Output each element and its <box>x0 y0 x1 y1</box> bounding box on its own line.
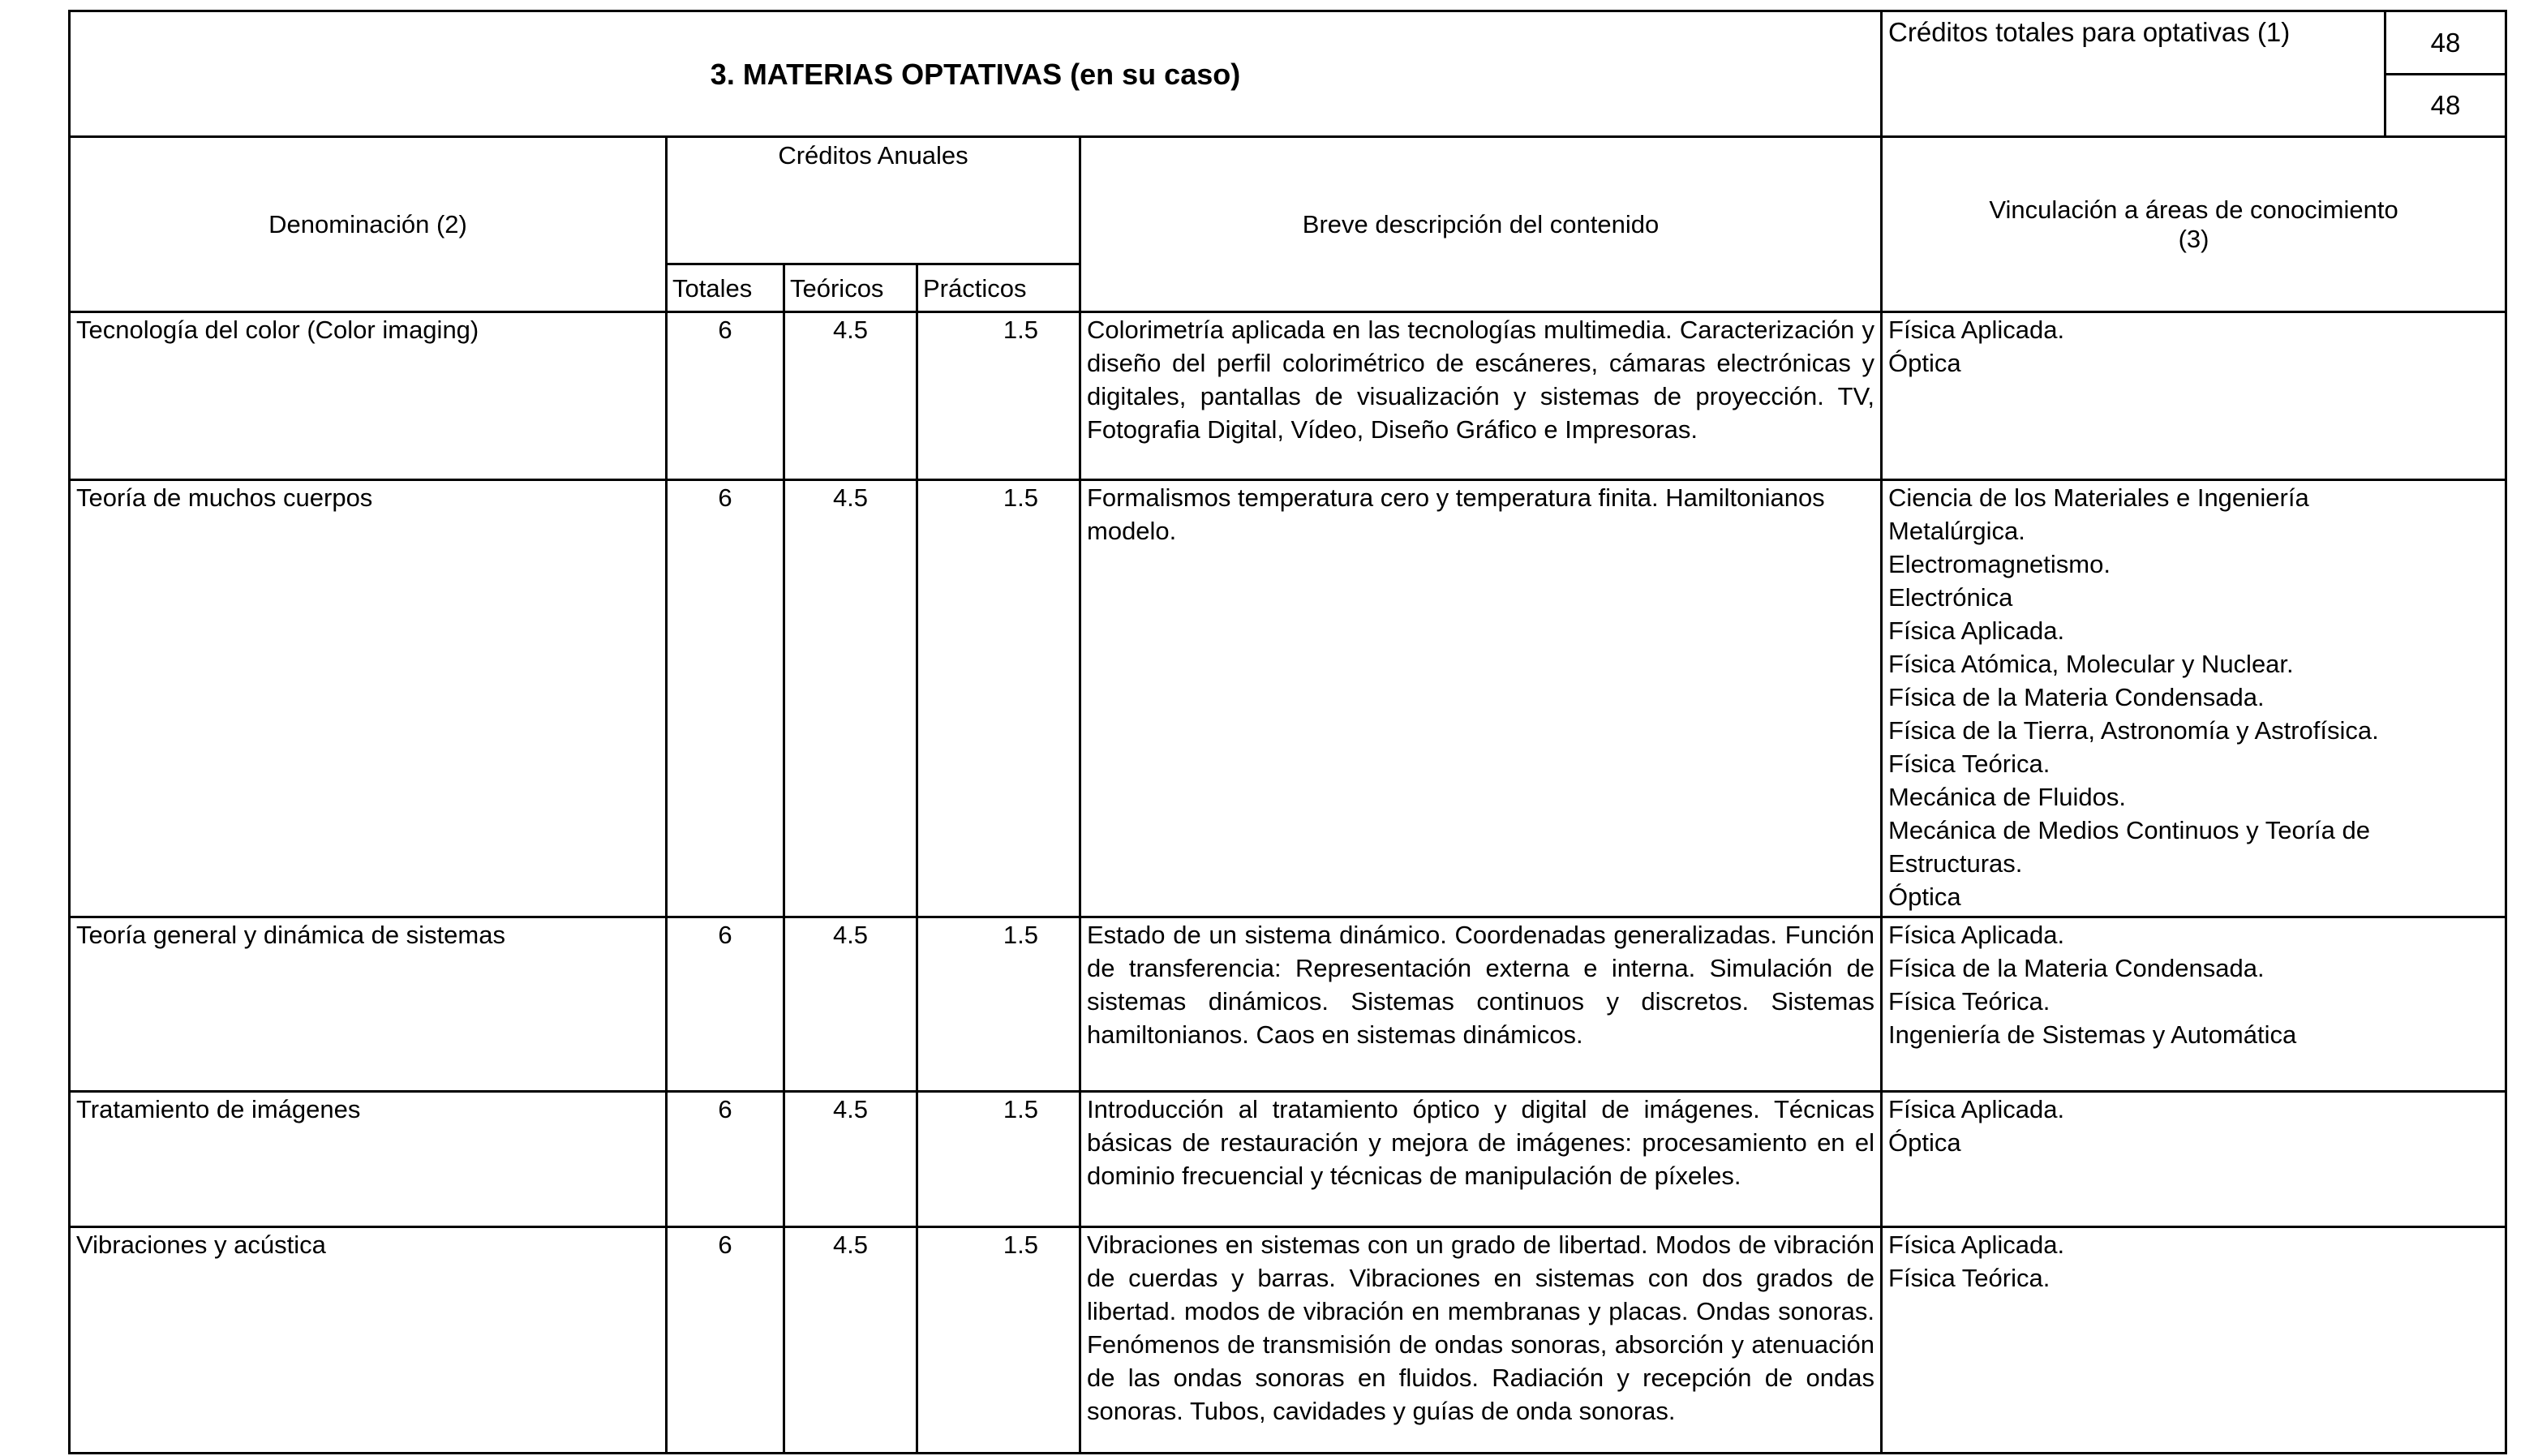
col-header-vinculacion-line2: (3) <box>2178 224 2209 253</box>
row-teoricos: 4.5 <box>784 917 917 1092</box>
col-header-practicos: Prácticos <box>917 264 1080 312</box>
area-item: Física Aplicada. <box>1888 1231 2065 1259</box>
table-row <box>70 1092 2506 1227</box>
row-name: Vibraciones y acústica <box>70 1227 667 1454</box>
row-descripcion: Introducción al tratamiento óptico y digital de imágenes. Técnicas básicas de restauración y mejora de imágenes: procesamiento en el dominio frecuencial y técnicas de manipulación de píxeles. <box>1080 1092 1882 1227</box>
table-row <box>70 312 2506 480</box>
row-descripcion: Colorimetría aplicada en las tecnologías multimedia. Caracterización y diseño del perfil colorimétrico de escáneres, cámaras electrónicas y digitales, pantallas de visualización y sistemas de proyección. TV, Fotografia Digital, Vídeo, Diseño Gráfico e Impresoras. <box>1080 312 1882 480</box>
row-areas <box>1882 917 2506 1092</box>
area-item: Óptica <box>1888 1128 1961 1157</box>
row-name: Teoría general y dinámica de sistemas <box>70 917 667 1092</box>
row-totales: 6 <box>667 480 784 917</box>
optativas-table <box>68 10 2507 1454</box>
row-totales: 6 <box>667 917 784 1092</box>
row-teoricos: 4.5 <box>784 480 917 917</box>
row-practicos: 1.5 <box>917 312 1080 480</box>
area-item: Estructuras. <box>1888 849 2023 878</box>
area-item: Ciencia de los Materiales e Ingeniería <box>1888 483 2309 512</box>
area-item: Mecánica de Fluidos. <box>1888 783 2126 811</box>
area-item: Física Aplicada. <box>1888 616 2065 645</box>
col-header-denominacion: Denominación (2) <box>70 137 667 312</box>
credits-total-value-2: 48 <box>2385 74 2506 137</box>
area-item: Ingeniería de Sistemas y Automática <box>1888 1020 2297 1049</box>
area-item: Física Teórica. <box>1888 987 2050 1016</box>
row-teoricos: 4.5 <box>784 1092 917 1227</box>
row-descripcion: Formalismos temperatura cero y temperatura finita. Hamiltonianos modelo. <box>1080 480 1882 917</box>
area-item: Física Teórica. <box>1888 1264 2050 1292</box>
area-item: Física Teórica. <box>1888 749 2050 778</box>
row-practicos: 1.5 <box>917 480 1080 917</box>
area-item: Física Atómica, Molecular y Nuclear. <box>1888 650 2294 678</box>
section-title: 3. MATERIAS OPTATIVAS (en su caso) <box>70 11 1882 137</box>
credits-total-value-1: 48 <box>2385 11 2506 75</box>
area-item: Electromagnetismo. <box>1888 550 2111 578</box>
column-header-row <box>70 137 2506 264</box>
row-practicos: 1.5 <box>917 1092 1080 1227</box>
title-row <box>70 11 2506 75</box>
col-header-vinculacion <box>1882 137 2506 312</box>
area-item: Mecánica de Medios Continuos y Teoría de <box>1888 816 2370 844</box>
row-teoricos: 4.5 <box>784 312 917 480</box>
row-practicos: 1.5 <box>917 917 1080 1092</box>
table-row <box>70 1227 2506 1454</box>
row-descripcion: Vibraciones en sistemas con un grado de libertad. Modos de vibración de cuerdas y barras. Vibraciones en sistemas con dos grados de libertad. modos de vibración en membranas y placas. Ondas sonoras. Fenómenos de transmisión de ondas sonoras, absorción y atenuación de las ondas sonoras en fluidos. Radiación y recepción de ondas sonoras. Tubos, cavidades y guías de onda sonoras. <box>1080 1227 1882 1454</box>
row-areas <box>1882 480 2506 917</box>
area-item: Física de la Materia Condensada. <box>1888 954 2265 982</box>
row-name: Teoría de muchos cuerpos <box>70 480 667 917</box>
area-item: Metalúrgica. <box>1888 517 2025 545</box>
row-name: Tratamiento de imágenes <box>70 1092 667 1227</box>
row-descripcion: Estado de un sistema dinámico. Coordenadas generalizadas. Función de transferencia: Representación externa e interna. Simulación de sistemas dinámicos. Sistemas continuos y discretos. Sistemas hamiltonianos. Caos en sistemas dinámicos. <box>1080 917 1882 1092</box>
area-item: Óptica <box>1888 883 1961 911</box>
table-row <box>70 917 2506 1092</box>
row-practicos: 1.5 <box>917 1227 1080 1454</box>
row-name: Tecnología del color (Color imaging) <box>70 312 667 480</box>
row-areas <box>1882 312 2506 480</box>
row-totales: 6 <box>667 312 784 480</box>
col-header-teoricos: Teóricos <box>784 264 917 312</box>
area-item: Electrónica <box>1888 583 2013 612</box>
table-row <box>70 480 2506 917</box>
col-header-creditos-anuales: Créditos Anuales <box>667 137 1080 264</box>
area-item: Óptica <box>1888 349 1961 377</box>
area-item: Física de la Materia Condensada. <box>1888 683 2265 711</box>
col-header-totales: Totales <box>667 264 784 312</box>
row-totales: 6 <box>667 1092 784 1227</box>
row-areas <box>1882 1092 2506 1227</box>
area-item: Física de la Tierra, Astronomía y Astrofísica. <box>1888 716 2379 745</box>
row-teoricos: 4.5 <box>784 1227 917 1454</box>
row-totales: 6 <box>667 1227 784 1454</box>
credits-total-label: Créditos totales para optativas (1) <box>1882 11 2385 137</box>
area-item: Física Aplicada. <box>1888 921 2065 949</box>
area-item: Física Aplicada. <box>1888 1095 2065 1123</box>
col-header-descripcion: Breve descripción del contenido <box>1080 137 1882 312</box>
col-header-vinculacion-line1: Vinculación a áreas de conocimiento <box>1989 195 2398 224</box>
row-areas <box>1882 1227 2506 1454</box>
area-item: Física Aplicada. <box>1888 316 2065 344</box>
